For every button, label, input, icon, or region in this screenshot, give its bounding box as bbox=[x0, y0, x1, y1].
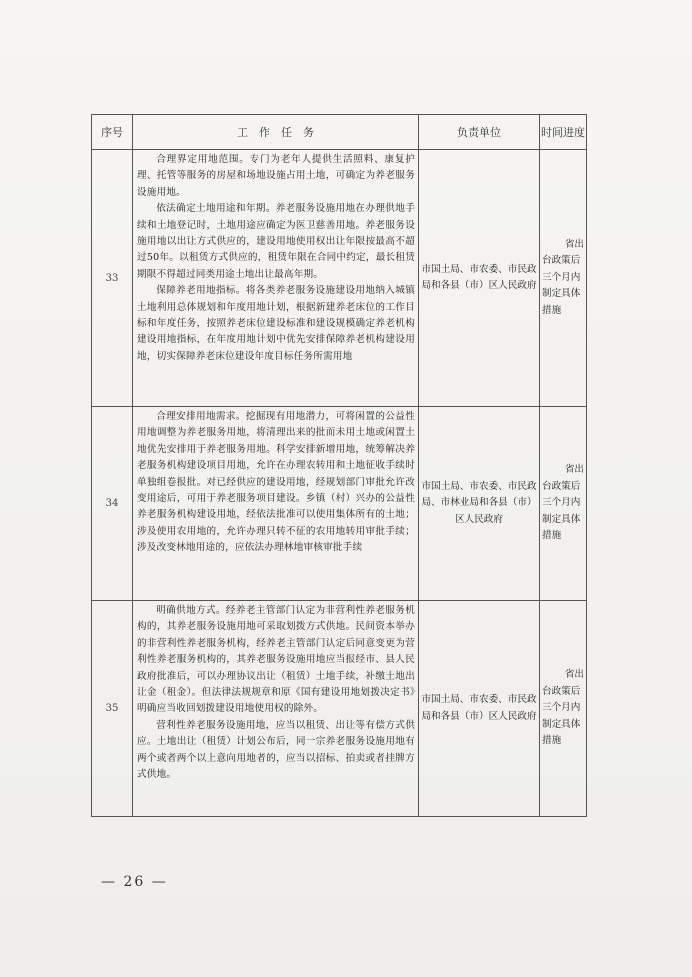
time-line: 台政策后 bbox=[542, 255, 581, 267]
row-responsible-unit: 市国土局、市农委、市民政局和各县（市）区人民政府 bbox=[419, 150, 540, 407]
task-paragraph: 保障养老用地指标。将各类养老服务设施建设用地纳入城镇土地利用总体规划和年度用地计划，根据新建养老床位的工作目标和年度任务，按照养老床位建设标准和建设规模确定养老机构建设用地指标，在年度用地计划中优先安排保障养老机构建设用地，切实保障养老床位建设年度目标任务所需用地 bbox=[137, 285, 415, 362]
table-header-row bbox=[92, 115, 587, 150]
time-line: 措施 bbox=[542, 304, 562, 316]
task-paragraph: 明确供地方式。经养老主管部门认定为非营利性养老服务机构的，其养老服务设施用地可采取划拨方式供地。民间资本举办的非营利性养老服务机构，经养老主管部门认定后同意变更为营利性养老服务机构的，其养老服务设施用地应当报经市、县人民政府批准后，可以办理协议出让（租赁）土地手续，补缴土地出让金（租金）。但法律法规规章和原《国有建设用地划拨决定书》明确应当收回划拨建设用地使用权的除外。 bbox=[137, 605, 415, 715]
time-line: 制定具体 bbox=[542, 288, 581, 300]
task-paragraph: 合理界定用地范围。专门为老年人提供生活照料、康复护理、托管等服务的房屋和场地设施占用土地，可确定为养老服务设施用地。 bbox=[137, 154, 415, 198]
table-row bbox=[92, 407, 587, 601]
time-line: 措施 bbox=[542, 530, 562, 542]
time-line: 制定具体 bbox=[542, 513, 581, 525]
row-serial-no: 35 bbox=[92, 601, 133, 817]
task-paragraph: 依法确定土地用途和年期。养老服务设施用地在办理供地手续和土地登记时，土地用途应确定为医卫慈善用地。养老服务设施用地以出让方式供应的，建设用地使用权出让年限按最高不超过50年。以租赁方式供应的，租赁年限在合同中约定，最长租赁期限不得超过同类用途土地出让最高年期。 bbox=[137, 203, 415, 280]
table-row bbox=[92, 150, 587, 407]
table-row bbox=[92, 601, 587, 817]
header-work-task: 工 作 任 务 bbox=[133, 115, 419, 150]
time-line: 台政策后 bbox=[542, 480, 581, 492]
time-line: 三个月内 bbox=[542, 497, 581, 509]
time-line: 省出 bbox=[564, 238, 584, 250]
task-paragraph: 营利性养老服务设施用地，应当以租赁、出让等有偿方式供应。土地出让（租赁）计划公布后，同一宗养老服务设施用地有两个或者两个以上意向用地者的，应当以招标、拍卖或者挂牌方式供地。 bbox=[137, 719, 415, 781]
row-serial-no: 33 bbox=[92, 150, 133, 407]
row-serial-no: 34 bbox=[92, 407, 133, 601]
row-time-schedule bbox=[540, 150, 587, 407]
time-line: 三个月内 bbox=[542, 271, 581, 283]
work-task-table bbox=[91, 114, 587, 817]
time-line: 措施 bbox=[542, 735, 562, 747]
time-line: 三个月内 bbox=[542, 702, 581, 714]
row-responsible-unit: 市国土局、市农委、市民政局和各县（市）区人民政府 bbox=[419, 601, 540, 817]
row-responsible-unit: 市国土局、市农委、市民政局、市林业局和各县（市）区人民政府 bbox=[419, 407, 540, 601]
row-time-schedule bbox=[540, 601, 587, 817]
header-responsible-unit: 负责单位 bbox=[419, 115, 540, 150]
row-task-text bbox=[133, 601, 419, 817]
time-line: 制定具体 bbox=[542, 718, 581, 730]
header-serial-no: 序号 bbox=[92, 115, 133, 150]
row-time-schedule bbox=[540, 407, 587, 601]
row-task-text bbox=[133, 407, 419, 601]
time-line: 省出 bbox=[564, 464, 584, 476]
header-time-schedule: 时间进度 bbox=[540, 115, 587, 150]
page-number: — 26 — bbox=[101, 874, 168, 890]
time-line: 台政策后 bbox=[542, 685, 581, 697]
time-line: 省出 bbox=[564, 669, 584, 681]
task-paragraph: 合理安排用地需求。挖掘现有用地潜力，可将闲置的公益性用地调整为养老服务用地，将清理出来的批而未用土地或闲置土地优先安排用于养老服务用地。科学安排新增用地，统筹解决养老服务机构建设项目用地，允许在办理农转用和土地征收手续时单独组卷报批。对已经供应的建设用地，经规划部门审批允许改变用途后，可用于养老服务项目建设。乡镇（村）兴办的公益性养老服务机构建设用地，经依法批准可以使用集体所有的土地；涉及使用农用地的，允许办理只转不征的农用地转用审批手续；涉及改变林地用途的，应依法办理林地审核审批手续 bbox=[137, 411, 415, 554]
row-task-text bbox=[133, 150, 419, 407]
